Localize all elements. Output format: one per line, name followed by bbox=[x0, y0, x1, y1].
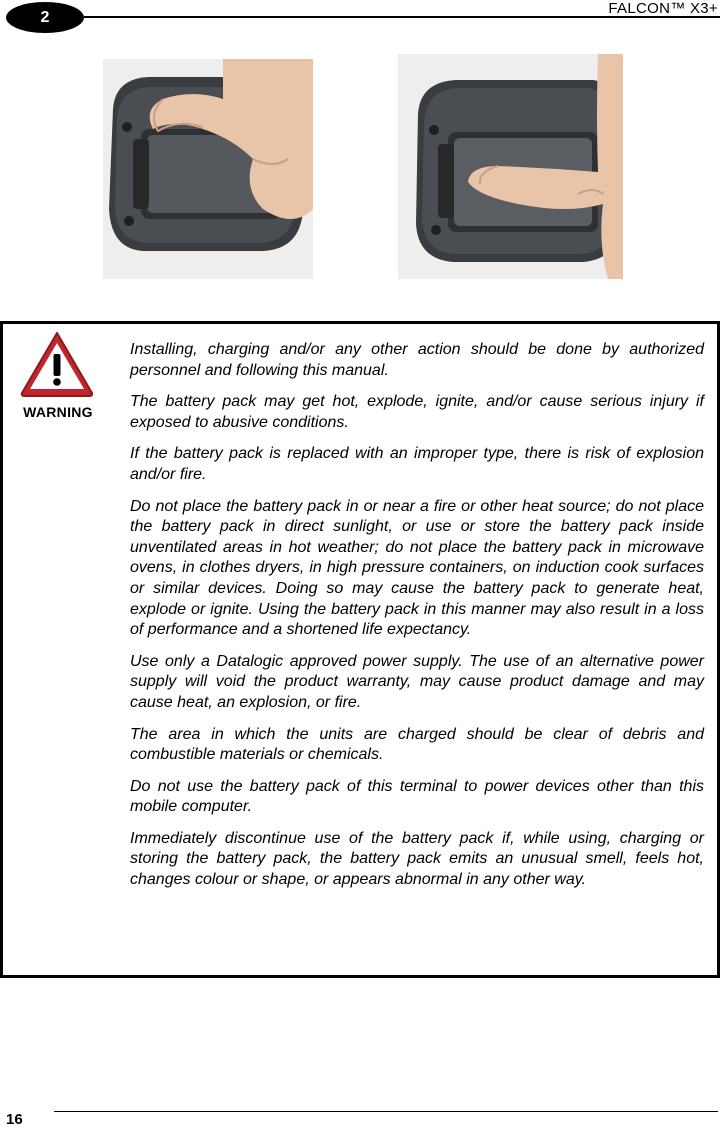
warning-paragraph: Use only a Datalogic approved power supply. The use of an alternative power supply will void the product warranty, may cause product damage and may cause heat, an explosion, or fire. bbox=[130, 652, 704, 711]
warning-paragraph: Immediately discontinue use of the battery pack if, while using, charging or storing the battery pack, the battery pack emits an unusual smell, feels hot, changes colour or shape, or appears abnormal in any other way. bbox=[130, 829, 704, 889]
chapter-badge: 2 bbox=[6, 2, 84, 33]
warning-paragraph: If the battery pack is replaced with an improper type, there is risk of explosion and/or fire. bbox=[130, 445, 704, 483]
warning-paragraph: Do not use the battery pack of this terminal to power devices other than this mobile computer. bbox=[130, 777, 704, 816]
product-title: FALCON™ X3+ bbox=[608, 0, 718, 17]
page-number: 16 bbox=[6, 1111, 23, 1128]
warning-paragraph: Do not place the battery pack in or near a fire or other heat source; do not place the battery pack in direct sunlight, or use or store the battery pack inside unventilated areas in hot weather; do not place the battery pack in microwave ovens, in clothes dryers, in high pressure containers, on induction cook surfaces or similar devices. Doing so may cause the battery pack to generate heat, explode or ignite. Using the battery pack in this manner may also result in a loss of performance and a shortened life expectancy. bbox=[130, 497, 704, 639]
warning-label: WARNING bbox=[23, 404, 93, 420]
warning-paragraph: The battery pack may get hot, explode, ignite, and/or cause serious injury if exposed to abusive conditions. bbox=[130, 393, 704, 431]
warning-paragraph: Installing, charging and/or any other action should be done by authorized personnel and following this manual. bbox=[130, 341, 704, 379]
footer-rule bbox=[54, 1111, 718, 1112]
battery-insert-photo bbox=[103, 59, 313, 279]
warning-paragraph: The area in which the units are charged should be clear of debris and combustible materials or chemicals. bbox=[130, 725, 704, 764]
warning-box bbox=[0, 321, 720, 978]
battery-press-photo bbox=[398, 54, 623, 279]
warning-text bbox=[130, 340, 704, 902]
warning-triangle-icon bbox=[19, 330, 95, 398]
